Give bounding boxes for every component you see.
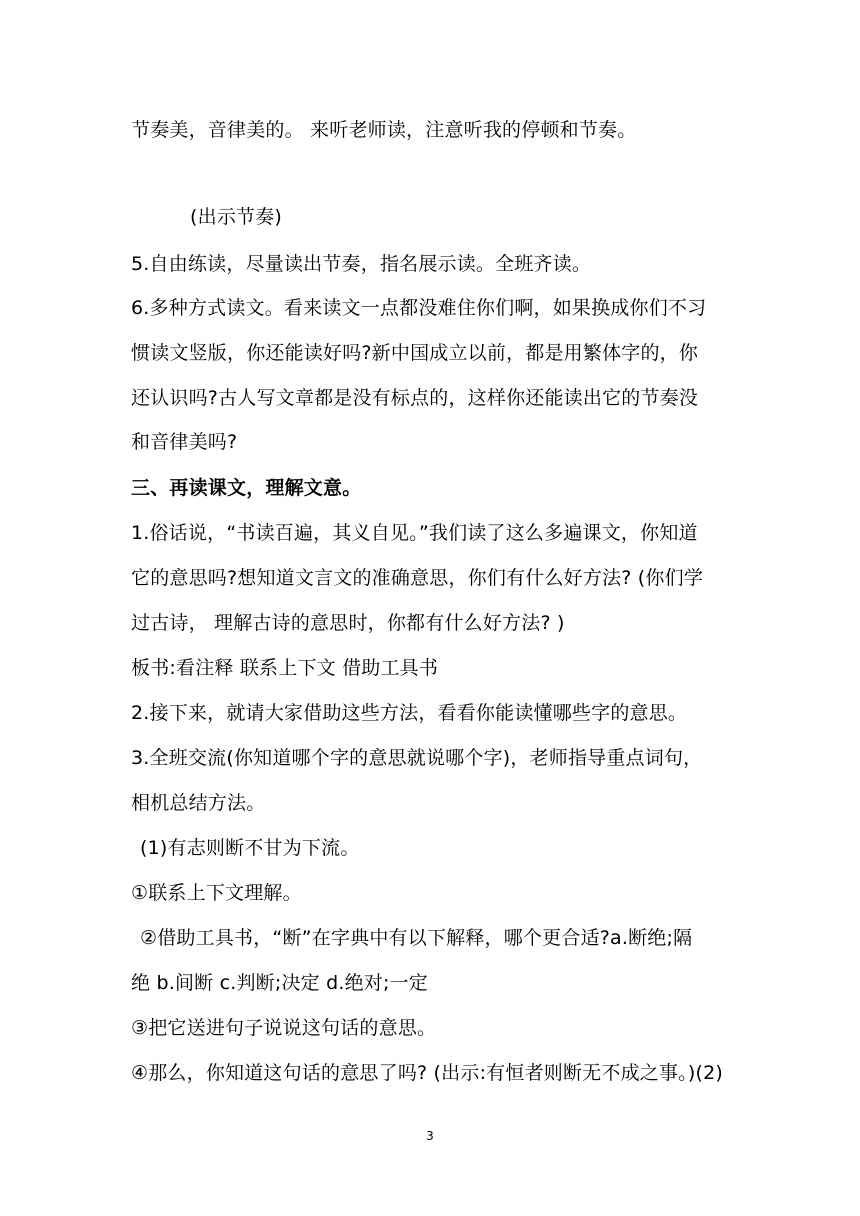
section-heading: 三、再读课文，理解文意。	[131, 477, 362, 499]
text-line-5: 惯读文竖版，你还能读好吗?新中国成立以前，都是用繁体字的，你	[131, 342, 699, 364]
text-line-15: 相机总结方法。	[131, 792, 266, 814]
text-line-17: ①联系上下文理解。	[131, 882, 302, 904]
text-line-6: 还认识吗?古人写文章都是没有标点的，这样你还能读出它的节奏没	[131, 387, 699, 409]
text-line-1: 节奏美，音律美的。 来听老师读，注意听我的停顿和节奏。	[131, 119, 637, 141]
text-line-11: 过古诗， 理解古诗的意思时，你都有什么好方法? )	[131, 612, 565, 634]
text-line-16: (1)有志则断不甘为下流。	[140, 837, 360, 859]
text-line-9: 1.俗话说，“书读百遍，其义自见。”我们读了这么多遍课文，你知道	[131, 522, 698, 544]
text-line-19: 绝 b.间断 c.判断;决定 d.绝对;一定	[131, 972, 429, 994]
text-line-13: 2.接下来，就请大家借助这些方法，看看你能读懂哪些字的意思。	[131, 702, 688, 724]
text-line-14: 3.全班交流(你知道哪个字的意思就说哪个字)，老师指导重点词句，	[131, 747, 703, 769]
page-number: 3	[426, 1129, 434, 1143]
text-line-21: ④那么，你知道这句话的意思了吗? (出示:有恒者则断无不成之事。)(2)	[131, 1062, 723, 1084]
text-line-2: (出示节奏)	[190, 206, 283, 228]
text-line-10: 它的意思吗?想知道文言文的准确意思，你们有什么好方法? (你们学	[131, 567, 704, 589]
text-line-4: 6.多种方式读文。看来读文一点都没难住你们啊，如果换成你们不习	[131, 297, 707, 319]
text-line-20: ③把它送进句子说说这句话的意思。	[131, 1017, 437, 1039]
text-line-12: 板书:看注释 联系上下文 借助工具书	[131, 657, 439, 679]
text-line-3: 5.自由练读，尽量读出节奏，指名展示读。全班齐读。	[131, 253, 592, 275]
text-line-7: 和音律美吗?	[131, 431, 238, 453]
text-line-18: ②借助工具书，“断”在字典中有以下解释，哪个更合适?a.断绝;隔	[140, 927, 693, 949]
